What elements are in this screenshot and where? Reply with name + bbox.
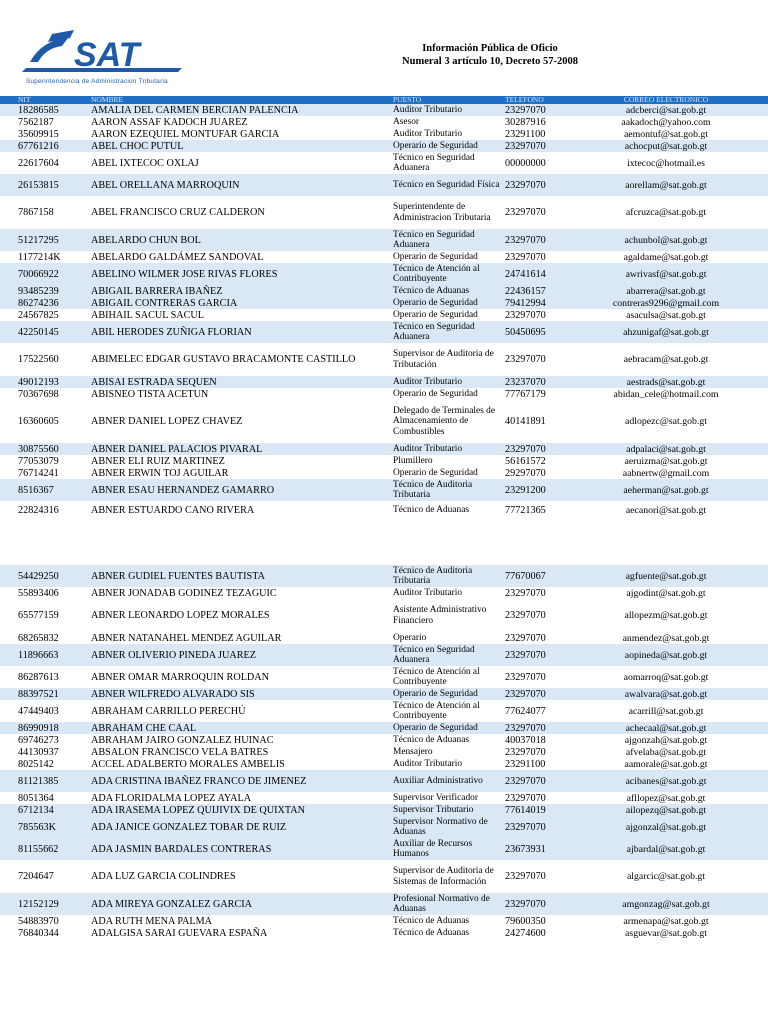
cell-telefono: 24274600 (505, 927, 546, 939)
cell-puesto: Auditor Tributario (393, 587, 463, 598)
cell-nombre: ABIL HERODES ZUÑIGA FLORIAN (91, 326, 252, 338)
cell-nit: 68265832 (18, 632, 59, 644)
title-line-1: Información Pública de Oficio (422, 43, 558, 54)
table-body (0, 104, 768, 939)
table-row (0, 860, 768, 893)
cell-nit: 47449403 (18, 705, 59, 717)
cell-correo: aeruizma@sat.gob.gt (624, 455, 708, 467)
cell-telefono: 77721365 (505, 504, 546, 516)
cell-puesto: Asesor (393, 116, 420, 127)
table-row (0, 455, 768, 467)
cell-puesto: Auditor Tributario (393, 104, 463, 115)
cell-puesto: Auxiliar de Recursos Humanos (393, 838, 473, 859)
cell-telefono: 40037018 (505, 734, 546, 746)
cell-telefono: 23297070 (505, 821, 546, 833)
table-row (0, 104, 768, 116)
cell-puesto: Técnico de Auditoria Tributaria (393, 565, 473, 586)
cell-puesto: Auditor Tributario (393, 128, 463, 139)
cell-telefono: 23297070 (505, 792, 546, 804)
table-row (0, 229, 768, 251)
table-row (0, 565, 768, 587)
cell-nit: 67761216 (18, 140, 59, 152)
cell-nombre: ABISAI ESTRADA SEQUEN (91, 376, 217, 388)
sat-logo-graphic (22, 28, 202, 90)
cell-nit: 76714241 (18, 467, 59, 479)
cell-nit: 7204647 (18, 871, 54, 882)
cell-puesto: Técnico de Aduanas (393, 504, 470, 515)
cell-nombre: ABIMELEC EDGAR GUSTAVO BRACAMONTE CASTILLO (91, 354, 356, 365)
cell-nit: 17522560 (18, 354, 59, 365)
cell-puesto: Supervisor de Auditoria de Sistemas de Información (393, 866, 494, 887)
cell-puesto: Operario (393, 632, 427, 643)
cell-nombre: ABNER ESAU HERNANDEZ GAMARRO (91, 484, 275, 496)
employee-table (0, 96, 768, 939)
cell-correo: aebracam@sat.gob.gt (623, 354, 709, 365)
table-row (0, 388, 768, 400)
cell-puesto: Operario de Seguridad (393, 297, 478, 308)
cell-nombre: ABEL ORELLANA MARROQUIN (91, 179, 240, 191)
sat-logo (22, 28, 202, 90)
table-row (0, 174, 768, 196)
table-row (0, 587, 768, 599)
table-row (0, 838, 768, 860)
cell-nit: 30875560 (18, 443, 59, 455)
cell-puesto: Operario de Seguridad (393, 688, 478, 699)
table-row (0, 297, 768, 309)
cell-nombre: ADA IRASEMA LOPEZ QUIJIVIX DE QUIXTAN (91, 804, 305, 816)
cell-telefono: 00000000 (505, 157, 546, 169)
cell-correo: aamorale@sat.gob.gt (624, 758, 708, 770)
header-nombre: NOMBRE (91, 96, 124, 104)
table-row (0, 309, 768, 321)
cell-nit: 86274236 (18, 297, 59, 309)
cell-nombre: ABRAHAM CARRILLO PERECHÚ (91, 705, 246, 717)
cell-nombre: ADA JASMIN BARDALES CONTRERAS (91, 843, 272, 855)
cell-puesto: Técnico de Atención al Contribuyente (393, 666, 480, 687)
cell-nombre: ABELARDO GALDÁMEZ SANDOVAL (91, 251, 264, 263)
cell-telefono: 23297070 (505, 251, 546, 263)
cell-nombre: AARON EZEQUIEL MONTUFAR GARCIA (91, 128, 280, 140)
cell-puesto: Operario de Seguridad (393, 388, 478, 399)
table-header (0, 96, 768, 104)
cell-nit: 55893406 (18, 587, 59, 599)
cell-correo: adlopezc@sat.gob.gt (625, 416, 707, 427)
cell-nombre: ABEL IXTECOC OXLAJ (91, 157, 199, 169)
cell-nombre: ABISNEO TISTA ACETUN (91, 388, 209, 400)
cell-nombre: ACCEL ADALBERTO MORALES AMBELIS (91, 758, 285, 770)
cell-nombre: ADA FLORIDALMA LOPEZ AYALA (91, 792, 252, 804)
cell-telefono: 50450695 (505, 326, 546, 338)
table-row (0, 443, 768, 455)
cell-nit: 76840344 (18, 927, 59, 939)
cell-correo: ajbardal@sat.gob.gt (626, 843, 706, 855)
table-row (0, 722, 768, 734)
cell-puesto: Operario de Seguridad (393, 140, 478, 151)
cell-nit: 81155662 (18, 843, 59, 855)
cell-telefono: 23297070 (505, 649, 546, 661)
cell-puesto: Supervisor Normativo de Aduanas (393, 816, 488, 837)
cell-telefono: 77670067 (505, 570, 546, 582)
header-nit: NIT (18, 96, 31, 104)
cell-nombre: ABNER GUDIEL FUENTES BAUTISTA (91, 570, 265, 582)
cell-telefono: 23297070 (505, 587, 546, 599)
cell-correo: awalvara@sat.gob.gt (624, 688, 708, 700)
cell-nombre: ABNER OLIVERIO PINEDA JUAREZ (91, 649, 256, 661)
table-row (0, 321, 768, 343)
cell-nombre: ABNER WILFREDO ALVARADO SIS (91, 688, 255, 700)
cell-telefono: 23291200 (505, 484, 546, 496)
cell-nit: 88397521 (18, 688, 59, 700)
table-row (0, 467, 768, 479)
cell-correo: aemontuf@sat.gob.gt (623, 128, 709, 140)
cell-correo: achunbol@sat.gob.gt (624, 234, 708, 246)
cell-correo: afvelaba@sat.gob.gt (625, 746, 707, 758)
cell-telefono: 77624077 (505, 705, 546, 717)
table-row (0, 140, 768, 152)
cell-telefono: 23297070 (505, 671, 546, 683)
cell-correo: aecanori@sat.gob.gt (625, 504, 707, 516)
cell-nombre: ABIGAIL BARRERA IBAÑEZ (91, 285, 223, 297)
cell-puesto: Profesional Normativo de Aduanas (393, 893, 490, 914)
cell-puesto: Técnico en Seguridad Física (393, 179, 500, 190)
cell-puesto: Auditor Tributario (393, 758, 463, 769)
cell-telefono: 56161572 (505, 455, 546, 467)
cell-correo: contreras9296@gmail.com (612, 297, 720, 309)
cell-correo: aomarroq@sat.gob.gt (623, 671, 709, 683)
cell-correo: asaculsa@sat.gob.gt (626, 309, 706, 321)
table-row (0, 599, 768, 632)
cell-nombre: AMALIA DEL CARMEN BERCIAN PALENCIA (91, 104, 299, 116)
cell-correo: adcberci@sat.gob.gt (625, 104, 707, 116)
cell-correo: acarrill@sat.gob.gt (628, 705, 704, 717)
table-row (0, 927, 768, 939)
cell-nombre: ABEL CHOC PUTUL (91, 140, 184, 152)
cell-puesto: Técnico de Aduanas (393, 734, 470, 745)
cell-nombre: ABNER DANIEL PALACIOS PIVARAL (91, 443, 263, 455)
cell-telefono: 23297070 (505, 179, 546, 191)
cell-nombre: ADA CRISTINA IBAÑEZ FRANCO DE JIMENEZ (91, 775, 307, 787)
cell-nit: 7867158 (18, 207, 54, 218)
table-row (0, 816, 768, 838)
cell-puesto: Plumillero (393, 455, 433, 466)
cell-nit: 8516367 (18, 484, 54, 496)
header-puesto: PUESTO (393, 96, 422, 104)
cell-nombre: ABRAHAM JAIRO GONZALEZ HUINAC (91, 734, 274, 746)
cell-nit: 65577159 (18, 610, 59, 621)
cell-telefono: 23297070 (505, 898, 546, 910)
table-row (0, 343, 768, 376)
cell-nombre: ABIGAIL CONTRERAS GARCIA (91, 297, 238, 309)
table-row (0, 400, 768, 443)
cell-telefono: 30287916 (505, 116, 546, 128)
cell-nombre: ABSALON FRANCISCO VELA BATRES (91, 746, 269, 758)
cell-correo: allopezm@sat.gob.gt (624, 610, 708, 621)
cell-nombre: AARON ASSAF KADOCH JUAREZ (91, 116, 248, 128)
table-row (0, 746, 768, 758)
cell-puesto: Técnico en Seguridad Aduanera (393, 229, 475, 250)
cell-puesto: Técnico en Seguridad Aduanera (393, 644, 475, 665)
table-row (0, 758, 768, 770)
table-row (0, 804, 768, 816)
cell-telefono: 23291100 (505, 128, 546, 140)
cell-nit: 24567825 (18, 309, 59, 321)
cell-puesto: Técnico de Atención al Contribuyente (393, 700, 480, 721)
cell-puesto: Auditor Tributario (393, 376, 463, 387)
cell-correo: awrivasf@sat.gob.gt (625, 268, 707, 280)
cell-puesto: Operario de Seguridad (393, 467, 478, 478)
cell-nit: 69746273 (18, 734, 59, 746)
cell-nombre: ABNER OMAR MARROQUIN ROLDAN (91, 671, 270, 683)
cell-puesto: Técnico de Atención al Contribuyente (393, 263, 480, 284)
table-row (0, 152, 768, 174)
cell-nombre: ABNER LEONARDO LOPEZ MORALES (91, 610, 270, 621)
cell-nombre: ABNER ERWIN TOJ AGUILAR (91, 467, 229, 479)
table-row (0, 792, 768, 804)
cell-puesto: Técnico de Aduanas (393, 915, 470, 926)
cell-correo: armenapa@sat.gob.gt (623, 915, 709, 927)
cell-nombre: ABIHAIL SACUL SACUL (91, 309, 205, 321)
cell-nit: 1177214K (18, 251, 61, 263)
cell-nit: 11896663 (18, 649, 59, 661)
cell-nit: 785563K (18, 821, 56, 833)
cell-nit: 6712134 (18, 804, 54, 816)
cell-telefono: 23297070 (505, 354, 546, 365)
table-row (0, 700, 768, 722)
cell-telefono: 23297070 (505, 207, 546, 218)
document-title (400, 42, 580, 68)
cell-telefono: 23237070 (505, 376, 546, 388)
table-row (0, 501, 768, 519)
sat-logo-text: SAT (74, 36, 140, 74)
table-row (0, 376, 768, 388)
cell-nombre: ABNER JONADAB GODINEZ TEZAGUIC (91, 587, 277, 599)
header-correo: CORREO ELECTRONICO (623, 96, 709, 104)
cell-nit: 51217295 (18, 234, 59, 246)
cell-puesto: Técnico de Aduanas (393, 927, 470, 938)
cell-nombre: ADA RUTH MENA PALMA (91, 915, 213, 927)
cell-telefono: 23297070 (505, 443, 546, 455)
cell-correo: algarcic@sat.gob.gt (626, 871, 706, 882)
cell-telefono: 23297070 (505, 610, 546, 621)
cell-nit: 77053079 (18, 455, 59, 467)
page-gap (0, 519, 768, 565)
cell-puesto: Operario de Seguridad (393, 722, 478, 733)
cell-nit: 49012193 (18, 376, 59, 388)
table-row (0, 688, 768, 700)
title-line-2: Numeral 3 artículo 10, Decreto 57-2008 (402, 56, 578, 67)
cell-nombre: ADA JANICE GONZALEZ TOBAR DE RUIZ (91, 821, 287, 833)
cell-telefono: 79600350 (505, 915, 546, 927)
cell-telefono: 22436157 (505, 285, 546, 297)
cell-correo: achocput@sat.gob.gt (624, 140, 708, 152)
cell-nit: 42250145 (18, 326, 59, 338)
cell-nombre: ADA LUZ GARCIA COLINDRES (91, 871, 236, 882)
cell-nit: 81121385 (18, 775, 59, 787)
cell-telefono: 23297070 (505, 871, 546, 882)
cell-nombre: ABNER DANIEL LOPEZ CHAVEZ (91, 416, 243, 427)
cell-correo: ajgonzal@sat.gob.gt (625, 821, 707, 833)
cell-puesto: Auxiliar Administrativo (393, 775, 483, 786)
cell-puesto: Auditor Tributario (393, 443, 463, 454)
cell-nit: 35609915 (18, 128, 59, 140)
table-row (0, 251, 768, 263)
table-row (0, 196, 768, 229)
cell-nombre: ABNER ESTUARDO CANO RIVERA (91, 504, 255, 516)
cell-nit: 22617604 (18, 157, 59, 169)
cell-correo: aeherman@sat.gob.gt (623, 484, 709, 496)
cell-telefono: 23297070 (505, 234, 546, 246)
cell-puesto: Supervisor de Auditoria de Tributación (393, 349, 494, 370)
cell-nit: 7562187 (18, 116, 54, 128)
cell-nit: 26153815 (18, 179, 59, 191)
cell-correo: aabnertw@gmail.com (622, 467, 710, 479)
cell-puesto: Técnico de Auditoria Tributaria (393, 479, 473, 500)
cell-telefono: 23297070 (505, 140, 546, 152)
cell-telefono: 23291100 (505, 758, 546, 770)
cell-correo: abidan_cele@hotmail.com (613, 388, 719, 400)
cell-correo: acibanes@sat.gob.gt (625, 775, 707, 787)
cell-telefono: 23297070 (505, 722, 546, 734)
table-row (0, 263, 768, 285)
cell-nit: 70367698 (18, 388, 59, 400)
sat-logo-tagline: Superintendencia de Administracion Tributaria (26, 78, 168, 85)
cell-nit: 93485239 (18, 285, 59, 297)
cell-puesto: Supervisor Verificador (393, 792, 478, 803)
cell-nombre: ABNER NATANAHEL MENDEZ AGUILAR (91, 632, 282, 644)
cell-correo: agfuente@sat.gob.gt (625, 570, 707, 582)
cell-nit: 8051364 (18, 792, 54, 804)
cell-correo: ailopezq@sat.gob.gt (625, 804, 707, 816)
table-row (0, 128, 768, 140)
cell-correo: amgonzag@sat.gob.gt (622, 898, 710, 910)
cell-correo: agaldame@sat.gob.gt (623, 251, 709, 263)
table-row (0, 644, 768, 666)
cell-nombre: ABELINO WILMER JOSE RIVAS FLORES (91, 268, 278, 280)
cell-nit: 44130937 (18, 746, 59, 758)
cell-nit: 8025142 (18, 758, 54, 770)
cell-telefono: 24741614 (505, 268, 546, 280)
cell-telefono: 23297070 (505, 104, 546, 116)
cell-nit: 54429250 (18, 570, 59, 582)
cell-nit: 12152129 (18, 898, 59, 910)
cell-correo: aopineda@sat.gob.gt (624, 649, 708, 661)
cell-nombre: ABELARDO CHUN BOL (91, 234, 201, 246)
cell-telefono: 79412994 (505, 297, 546, 309)
cell-correo: afcruzca@sat.gob.gt (625, 207, 707, 218)
cell-correo: adpalaci@sat.gob.gt (626, 443, 706, 455)
cell-correo: ajgodint@sat.gob.gt (626, 587, 706, 599)
cell-telefono: 23297070 (505, 688, 546, 700)
cell-nombre: ABRAHAM CHE CAAL (91, 722, 197, 734)
cell-telefono: 23297070 (505, 746, 546, 758)
cell-nombre: ABNER ELI RUIZ MARTINEZ (91, 455, 225, 467)
table-row (0, 479, 768, 501)
cell-correo: abarrera@sat.gob.gt (626, 285, 706, 297)
table-row (0, 285, 768, 297)
cell-nit: 54883970 (18, 915, 59, 927)
cell-puesto: Superintendente de Administracion Tributaria (393, 202, 491, 223)
cell-correo: aorellam@sat.gob.gt (625, 179, 707, 191)
table-row (0, 915, 768, 927)
table-row (0, 666, 768, 688)
cell-correo: anmendez@sat.gob.gt (622, 632, 710, 644)
cell-nit: 70066922 (18, 268, 59, 280)
cell-puesto: Operario de Seguridad (393, 309, 478, 320)
cell-correo: ajgonzah@sat.gob.gt (624, 734, 708, 746)
table-row (0, 116, 768, 128)
cell-correo: ahzunigaf@sat.gob.gt (623, 326, 709, 338)
table-row (0, 632, 768, 644)
cell-correo: ixtecoc@hotmail.es (627, 157, 705, 169)
cell-correo: aakadoch@yahoo.com (621, 116, 711, 128)
cell-telefono: 23297070 (505, 309, 546, 321)
cell-puesto: Mensajero (393, 746, 433, 757)
cell-telefono: 23673931 (505, 843, 546, 855)
cell-puesto: Supervisor Tributario (393, 804, 474, 815)
table-row (0, 893, 768, 915)
cell-nit: 16360605 (18, 416, 59, 427)
cell-nombre: ADA MIREYA GONZALEZ GARCIA (91, 898, 253, 910)
cell-nombre: ADALGISA SARAI GUEVARA ESPAÑA (91, 927, 268, 939)
cell-correo: aestrads@sat.gob.gt (626, 376, 706, 388)
cell-telefono: 29297070 (505, 467, 546, 479)
cell-telefono: 40141891 (505, 416, 546, 427)
cell-nit: 86287613 (18, 671, 59, 683)
cell-puesto: Asistente Administrativo Financiero (393, 605, 487, 626)
cell-puesto: Técnico en Seguridad Aduanera (393, 321, 475, 342)
cell-telefono: 23297070 (505, 775, 546, 787)
cell-nit: 22824316 (18, 504, 59, 516)
header-telefono: TELEFONO (505, 96, 544, 104)
cell-nit: 86990918 (18, 722, 59, 734)
table-row (0, 734, 768, 746)
cell-correo: afllopez@sat.gob.gt (626, 792, 706, 804)
cell-puesto: Operario de Seguridad (393, 251, 478, 262)
cell-telefono: 77767179 (505, 388, 546, 400)
table-row (0, 770, 768, 792)
cell-telefono: 77614019 (505, 804, 546, 816)
cell-telefono: 23297070 (505, 632, 546, 644)
cell-puesto: Delegado de Terminales de Almacenamiento de Combustibles (393, 405, 495, 437)
cell-correo: achecaal@sat.gob.gt (625, 722, 707, 734)
cell-nit: 18286585 (18, 104, 59, 116)
cell-puesto: Técnico en Seguridad Aduanera (393, 152, 475, 173)
cell-nombre: ABEL FRANCISCO CRUZ CALDERON (91, 207, 265, 218)
cell-correo: asguevar@sat.gob.gt (625, 927, 707, 939)
cell-puesto: Técnico de Aduanas (393, 285, 470, 296)
